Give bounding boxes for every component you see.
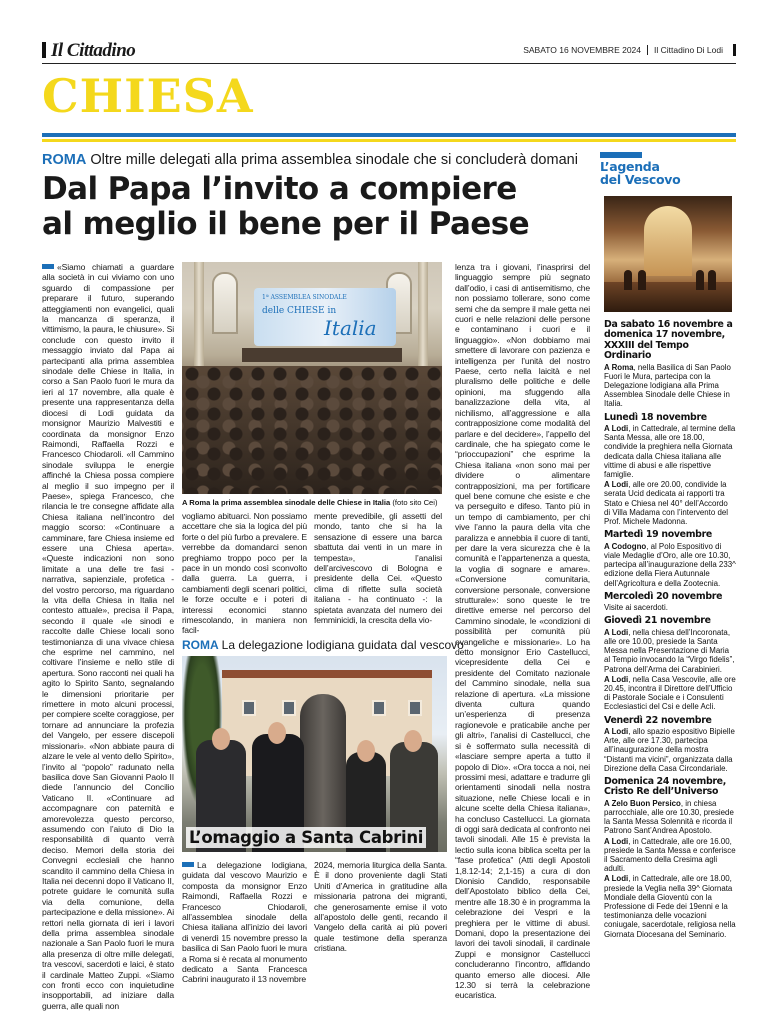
agenda-list	[604, 316, 736, 939]
masthead-info	[523, 44, 736, 56]
agenda-entry: A Lodi, allo spazio espositivo Bipielle Arte, alle ore 17.30, partecipa all’inaugurazione della mostra “Distanti ma vicini”, organizzata dalla Direzione della Casa Circondariale.	[604, 726, 735, 773]
masthead	[42, 38, 736, 64]
agenda-entry: A Lodi, in Cattedrale, al termine della Santa Messa, alle ore 18.00, condivide la preghiera nella Giornata dedicata dalla Chiesa italiana alle vittime di abusi e alle rispettive famiglie.	[604, 424, 736, 480]
bishop-agenda	[600, 152, 736, 996]
second-article-kicker: ROMA La delegazione lodigiana guidata dal vescovo	[182, 638, 464, 652]
agenda-entry: A Lodi, in Cattedrale, alle ore 18.00, presiede la Veglia nella 39^ Giornata Mondiale della Gioventù con la Professione di Fede dei 19enni e la testimonianza delle vocazioni coniugale, sacerdotale, religiosa nella Giornata Diocesana del Seminario.	[604, 874, 736, 939]
article-headline: Dal Papa l’invito a compiere al meglio il bene per il Paese	[42, 171, 529, 242]
section-rule-yellow	[42, 139, 736, 142]
newspaper-logo: Il Cittadino	[42, 40, 135, 62]
cabrini-statue	[300, 694, 346, 844]
assembly-banner: 1ª ASSEMBLEA SINODALE delle CHIESE in Italia	[254, 288, 396, 346]
agenda-entry: A Lodi, in Cattedrale, alle ore 16.00, presiede la Santa Messa e conferisce il Sacramento della Cresima agli adulti.	[604, 836, 736, 874]
agenda-day: Martedì 19 novembre	[604, 529, 712, 541]
second-article-column-2: 2024, memoria liturgica della Santa. È il dono proveniente dagli Stati Uniti d’America in gratitudine alla missionaria patrona dei migranti, che generosamente emise il voto all’apostolo delle genti, recando il Vangelo della carità ai più poveri quale testimone della speranza cristiana.	[314, 860, 447, 954]
article-column-2: vogliamo abituarci. Non possiamo accettare che sia la logica del più forte o del più furbo a prevalere. E verrebbe da domandarci senon preghiamo troppo poco per la pace in un mondo così sconvolto dalla guerra. La guerra, i cambiamenti degli scenari politici, le forze occulte e i poteri di interessi economici stanno rimescolando, in maniera non facil-	[182, 511, 307, 636]
agenda-entry: A Roma, nella Basilica di San Paolo Fuori le Mura, partecipa con la Delegazione lodigiana alla Prima Assemblea Sinodale delle Chiese in Italia.	[604, 362, 731, 409]
section-title: CHIESA	[42, 69, 254, 123]
agenda-entry: A Lodi, nella Casa Vescovile, alle ore 20.45, incontra il Direttore dell’Ufficio di Pastorale Sociale e i Consulenti Ecclesiastici del Csi e delle Acli.	[604, 674, 736, 712]
agenda-entry: A Codogno, al Polo Espositivo di viale Medaglie d’Oro, alle ore 10.30, partecipa all’inaugurazione della 233^ edizione della Fiera Autunnale dell’Agricoltura e della Zootecnia.	[604, 541, 736, 588]
kicker-text: Oltre mille delegati alla prima assemblea sinodale che si concluderà domani	[90, 152, 578, 168]
bishop-photo	[604, 196, 732, 312]
second-article-column-1: La delegazione lodigiana, guidata dal vescovo Maurizio e composta da monsignor Enzo Raimondi, Raffaella Rozzi e Francesco Chiodaroli, all’assemblea sinodale della Chiesa italiana all’inizio dei lavori di venerdì 15 novembre presso la basilica di San Paolo fuori le mura a Roma si è recata al monumento dedicato a Santa Francesca Cabrini inaugurato il 13 novembre	[182, 860, 307, 985]
cabrini-photo	[182, 656, 447, 852]
agenda-day: Da sabato 16 novembre a domenica 17 novembre, XXXIII del Tempo Ordinario	[604, 319, 733, 362]
photo-caption: A Roma la prima assemblea sinodale delle Chiese in Italia (foto sito Cei)	[182, 498, 438, 507]
publication-name: Il Cittadino Di Lodi	[654, 45, 723, 55]
agenda-tab-accent	[600, 152, 642, 158]
agenda-entry: A Lodi, nella chiesa dell’Incoronata, alle ore 10.00, presiede la Santa Messa nella Presentazione di Maria al Tempio invocando la “Virgo fidelis”, Patrona dell’Arma dei Carabinieri.	[604, 627, 735, 674]
agenda-day: Lunedì 18 novembre	[604, 411, 707, 423]
article-column-4: lenza tra i giovani, l’inasprirsi del linguaggio sempre più segnato dall’odio, i casi di antisemitismo, che non possiamo tollerare, sono come semi che da sempre il male getta nei cuori e nelle relazioni delle persone e contaminano i cuori e il linguaggio». «Non dobbiamo mai smettere di lavorare con pazienza e intelligenza per l’unità del nostro Paese, certo nella laicità e nel pluralismo delle politiche e delle opinioni, ma sfuggendo alla banalizzazione della vita, al nichilismo, all’aggressione e alla contrapposizione come modalità del parlare e del decidere», l’appello del cardinale, che ha spiegato come le “prioccupazioni” che esprime la Chiesa italiana «non sono mai per dividere o alimentare contrapposizioni, ma per fortificare quel bene comune che esiste e che va perseguito e difeso. Tanto più in un tempo di cambiamento, per chi vive l’anno la paura della vita che paralizza e annebbia il cuore di tanti, per dare la vera sicurezza che è la comunità e l’appartenenza a questa, la voglia di sognare e amare». «Conversione comunitaria, conversione personale, conversione strutturale»: sono queste le tre direttive emerse nel percorso del Cammino sinodale, le «condizioni di possibilità per comunità più evangeliche e missionarie». Lo ha detto monsignor Erio Castellucci, vicepresidente della Cei e presidente del Comitato nazionale del Cammino sinodale, nella sua relazione di apertura. «La missione diventa cultura quando un’esperienza di presenza ragionevole e praticabile anche per gli altri», l’analisi di Castellucci, che si è soffermato sulla necessità di «lasciare sempre aperta a tutto il popolo di Dio». «Ora tocca a noi, nei prossimi mesi, adattare e tradurre gli orientamenti sinodali nella nostra situazione, nelle Chiese locali e in alcune scelte della Chiesa italiana», ha concluso Castellucci. La giornata di oggi sarà dedicata al confronto nei tavoli sinodali. Alle 15 è prevista la lectio sulla icona biblica scelta per la “fase profetica” (Atti degli Apostoli 1,8.12-14; 2,1-15) a cura di don Dionisio Candido, responsabile dell’Apostolato biblico della Cei, mentre alle 18.30 è in programma la celebrazione dei Vespri e la preghiera per le vittime di abusi. Domani, dopo la presentazione dei lavori dei tavoli sinodali, il cardinale Zuppi e monsignor Castellucci concluderanno l’incontro, affidando quanto emerso alle diocesi. Alle 12.30 si terrà la celebrazione eucaristica.	[455, 262, 590, 1001]
assembly-photo	[182, 262, 442, 494]
agenda-entry: A Lodi, alle ore 20.00, condivide la serata Ucid dedicata ai rapporti tra Stato e Chiesa nel 40° dell’Accordo di Villa Madama con l’intervento del Prof. Michele Madonna.	[604, 480, 728, 527]
second-article-headline: L’omaggio a Santa Cabrini	[186, 827, 426, 848]
agenda-entry: A Zelo Buon Persico, in chiesa parrocchiale, alle ore 10.30, presiede la Santa Messa Solennità e ricorda il Patrono Sant’Andrea Apostolo.	[604, 798, 734, 836]
article-column-1: «Siamo chiamati a guardare alla società in cui viviamo con uno sguardo di compassione per preparare il futuro, superando atteggiamenti non evangelici, quali la mancanza di speranza, il vittimismo, la paura, le chiusure». Si conclude con questo invito il messaggio inviato dal Papa ai partecipanti alla prima assemblea sinodale delle Chiese in Italia, in corso a San Paolo fuori le mura da ieri al 17 novembre, alla quale è presente una rappresentanza della diocesi di Lodi guidata da monsignor Maurizio Malvestiti e coordinata da monsignor Enzo Raimondi, Raffaella Rozzi e Francesco Chiodaroli. «Il Cammino sinodale sviluppa le energie affinché la Chiesa possa compiere al meglio il suo impegno per il Paese», spiega Francesco, che rilancia le tre consegne affidate alla Chiesa italiana nell’incontro del maggio scorso: «Continuare a camminare, fare Chiesa insieme ed essere una Chiesa aperta». «Queste indicazioni non sono limitate a una delle tre fasi - narrativa, sapienziale, profetica - del vostro percorso, ma riguardano la vita della Chiesa in Italia nel contesto attuale», precisa il Papa, secondo il quale «le sinodi e raccolte dalle Chiese locali sono testimonianza di una vivace chiesa che esprime nel cammino, nel coltivare l’insieme e nello stile di apertura. Sono racconti nei quali ha agito lo Spirito Santo, segnalando le dimensioni prioritarie per rimettere in moto alcuni processi, per compiere scelte coraggiose, per tornare ad annunciare la profezia del Vangelo, per essere discepoli missionari». «Non abbiate paura di alzare le vele al vento dello Spirito», l’invito al “popolo” radunato nella basilica dove San Giovanni Paolo II diede l’annuncio del Concilio Vaticano II. «Continuare ad accompagnare con paternità e amorevolezza questo percorso, assumendo con l’aiuto di Dio la responsabilità di quanto verrà deciso. Memori della storia dei Convegni ecclesiali che hanno scandito il cammino della Chiesa in Italia nei decenni dopo il Vaticano II, potrete guidare le comunità sulla via della comunione, della partecipazione e della missione». Ai rettori nella giornata di ieri i lavori della prima assemblea sinodale nazionale a San Paolo fuori le mura alla presenza di oltre mille delegati, tra vescovi, sacerdoti e laici, è stato il cardinale Matteo Zuppi. «Siamo con fronti ecco con inquietudine insopportabili, ad iniziare dalla guerra, alle quali non	[42, 262, 174, 1011]
agenda-day: Giovedì 21 novembre	[604, 615, 711, 627]
agenda-entry: Visite ai sacerdoti.	[604, 603, 668, 613]
agenda-title: L’agenda del Vescovo	[600, 159, 681, 187]
kicker-city: ROMA	[42, 152, 87, 168]
crowd	[182, 366, 442, 494]
issue-date: SABATO 16 NOVEMBRE 2024	[523, 45, 642, 55]
agenda-day: Venerdì 22 novembre	[604, 714, 712, 726]
article-kicker	[42, 152, 590, 168]
section-rule-blue	[42, 133, 736, 137]
agenda-day: Mercoledì 20 novembre	[604, 590, 723, 602]
agenda-day: Domenica 24 novembre, Cristo Re dell’Universo	[604, 775, 727, 798]
article-column-3: mente prevedibile, gli assetti del mondo, tanto che si ha la sensazione di essere una barca sbattuta dai venti in un mare in tempesta», l’analisi dell’arcivescovo di Bologna e presidente della Cei. «Questo clima di riflette sulla società italiana - ha continuato -: la spietata avanzata del numero dei femminicidi, la crescita della vio-	[314, 511, 442, 626]
